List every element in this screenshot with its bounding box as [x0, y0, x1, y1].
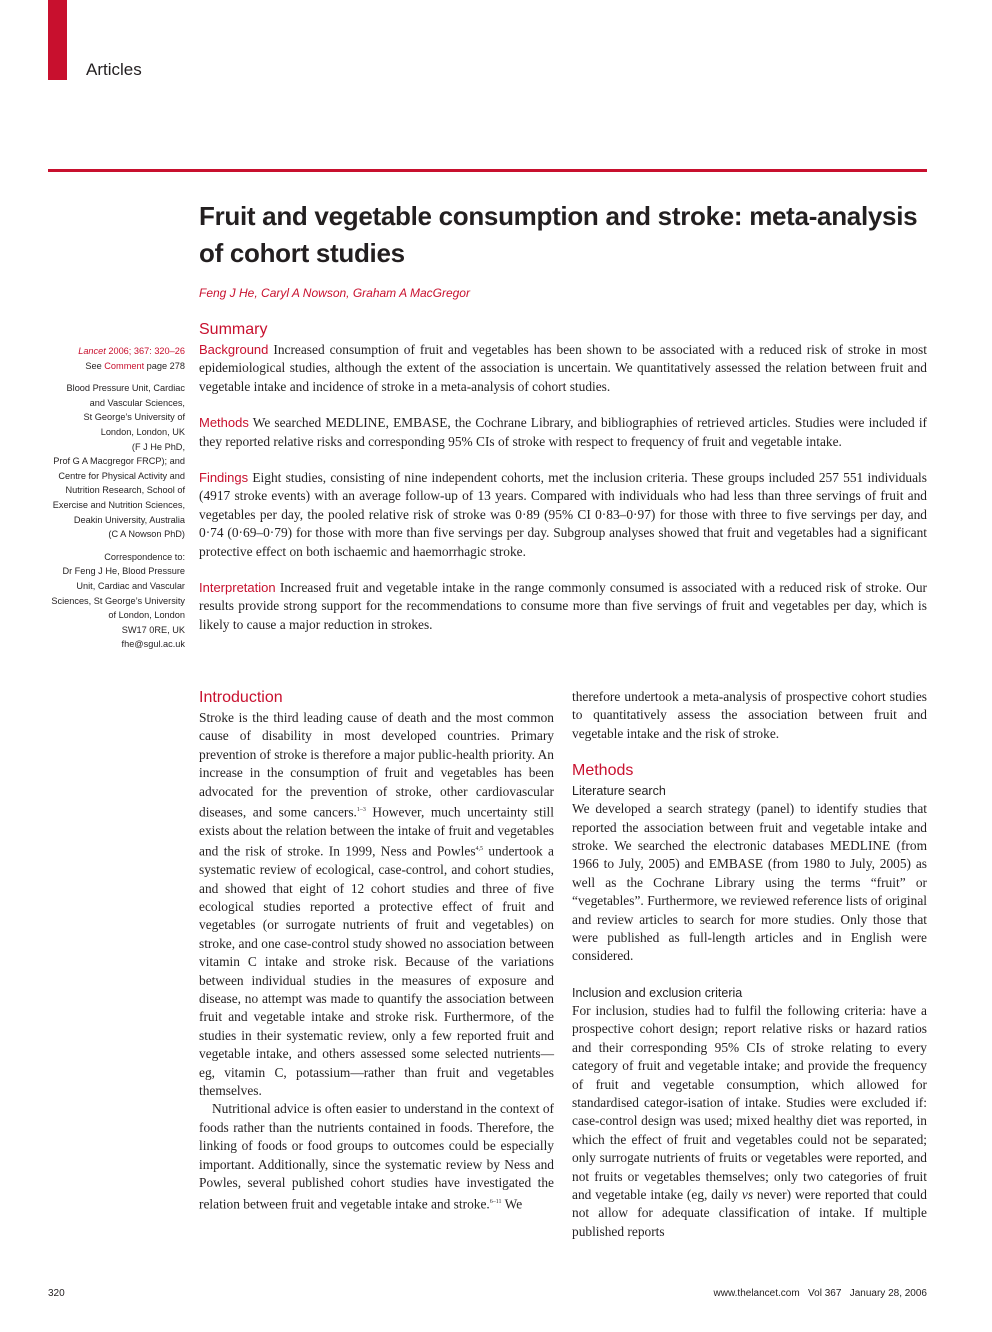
intro-text: Nutritional advice is often easier to understand in the context of foods rather than the nutrients contained in foods. Therefore, the linking of foods or food groups to outcomes could be especially important. Additionally, since the systematic review by Ness and Powles, several published cohort studies have investigated the relation between fruit and vegetable intake and stroke.	[199, 1101, 554, 1211]
intro-text: undertook a systematic review of ecological, case-control, and cohort studies, and showed that eight of 12 cohort studies and three of five ecological studies reported a protective effect of fruit and vegetables (or surrogate nutrients of fruit and vegetables) on stroke, and one case-control study showed no association between vitamin C intake and stroke risk. Because of the variations between individual studies in the measures of exposure and disease, no attempt was made to quantify the association between fruit and vegetable intake and stroke risk. Furthermore, of the studies in their systematic review, only a few reported fruit and vegetable intake, and others assessed some selected nutrients—eg, vitamin C, potassium—rather than fruit and vegetables themselves.	[199, 843, 554, 1099]
body-column-left	[199, 688, 554, 1213]
section-label: Articles	[86, 60, 142, 79]
correspondence-line: Sciences, St George’s University	[51, 595, 185, 606]
citation-journal: Lancet	[78, 346, 106, 356]
affiliation-line: and Vascular Sciences,	[89, 397, 185, 408]
intro-paragraph-1	[199, 709, 554, 1100]
section-color-bar	[48, 0, 67, 80]
correspondence-line: Correspondence to:	[104, 551, 185, 562]
comment-link[interactable]: Comment	[104, 360, 145, 371]
affiliation-line: Centre for Physical Activity and	[58, 470, 185, 481]
intro-text: Stroke is the third leading cause of death and the most common cause of disability in most developed countries. Primary prevention of stroke is therefore a major public-health priority. An increase in the consumption of fruit and vegetables has been advocated for the prevention of stroke, other cardiovascular diseases, and some cancers.	[199, 710, 554, 820]
summary-interpretation	[199, 579, 927, 634]
affiliation-line: London, London, UK	[100, 426, 185, 437]
see-comment	[40, 359, 185, 374]
summary	[199, 320, 927, 652]
page-number: 320	[48, 1288, 65, 1299]
sidebar	[40, 344, 185, 652]
affiliation-line: (F J He PhD,	[131, 441, 185, 452]
inclusion-criteria-heading: Inclusion and exclusion criteria	[572, 985, 743, 1000]
methods-label: Methods	[199, 415, 249, 431]
correspondence-line: Dr Feng J He, Blood Pressure	[62, 566, 185, 577]
interpretation-label: Interpretation	[199, 580, 276, 596]
reference-superscript: 1–3	[356, 807, 366, 814]
intro-text: However, much uncertainty still exists about the relation between the intake of fruit and vegetables and the risk of stroke. In 1999, Ness and Powles	[199, 804, 554, 859]
literature-search-paragraph: We developed a search strategy (panel) to identify studies that reported the association between fruit and vegetable intake and stroke. We searched the electronic databases MEDLINE (from 1966 to July, 2005) and EMBASE (from 1980 to July, 2005) as well as the Cochrane Library using the terms “fruit” or “vegetables”. Furthermore, we reviewed reference lists of original and review articles to search for more studies. Only those that were published as full-length articles and in English were considered.	[572, 801, 927, 964]
body-column-right	[572, 688, 927, 1241]
reference-superscript: 4,5	[475, 846, 484, 853]
summary-findings	[199, 469, 927, 561]
affiliation-line: Deakin University, Australia	[73, 514, 185, 525]
affiliation-line: St George’s University of	[83, 412, 185, 423]
introduction-heading: Introduction	[199, 689, 283, 706]
author-list: Feng J He, Caryl A Nowson, Graham A MacGregor	[199, 286, 470, 300]
citation-details: 2006; 367: 320–26	[105, 346, 185, 356]
intro-paragraph-2	[199, 1100, 554, 1213]
see-prefix: See	[85, 360, 105, 371]
findings-label: Findings	[199, 470, 249, 486]
interpretation-text: Increased fruit and vegetable intake in the range commonly consumed is associated with a reduced risk of stroke. Our results provide strong support for the recommendations to consume more than five servings of fruit and vegetables per day, which is likely to cause a major reduction in strokes.	[199, 580, 927, 632]
methods-text: We searched MEDLINE, EMBASE, the Cochrane Library, and bibliographies of retrieved articles. Studies were included if they reported relative risks and corresponding 95% CIs of stroke with respect to frequency of fruit and vegetable intake.	[199, 415, 927, 449]
correspondence-line: of London, London	[108, 610, 185, 621]
correspondence	[40, 550, 185, 652]
affiliations	[40, 381, 185, 542]
affiliation-line: Exercise and Nutrition Sciences,	[52, 499, 185, 510]
affiliation-line: Nutrition Research, School of	[65, 485, 185, 496]
summary-background	[199, 341, 927, 396]
inclusion-text: never) were reported that could not allow for adequate classification of intake. If multiple published reports	[572, 1186, 927, 1239]
citation	[40, 344, 185, 359]
inclusion-criteria-paragraph	[572, 1002, 927, 1241]
affiliation-line: Blood Pressure Unit, Cardiac	[66, 383, 185, 394]
intro-continuation: therefore undertook a meta-analysis of prospective cohort studies to quantitatively assess the association between fruit and vegetable intake and the risk of stroke.	[572, 689, 927, 741]
article-title: Fruit and vegetable consumption and stroke: meta-analysis of cohort studies	[199, 201, 918, 268]
background-text: Increased consumption of fruit and vegetables has been shown to be associated with a reduced risk of stroke in most epidemiological studies, although the extent of the association is uncertain. We quantitatively assessed the relation between fruit and vegetable intake and incidence of stroke in a meta-analysis of cohort studies.	[199, 342, 927, 394]
reference-superscript: 6–11	[489, 1198, 502, 1205]
inclusion-text-italic: vs	[741, 1186, 754, 1202]
header-rule	[48, 169, 927, 172]
affiliation-line: (C A Nowson PhD)	[108, 529, 185, 540]
summary-methods	[199, 414, 927, 451]
journal-footer: www.thelancet.com Vol 367 January 28, 2006	[713, 1288, 927, 1299]
intro-text: We	[501, 1195, 523, 1211]
email-link[interactable]: fhe@sgul.ac.uk	[121, 639, 185, 650]
findings-text: Eight studies, consisting of nine independent cohorts, met the inclusion criteria. These groups included 257 551 individuals (4917 stroke events) with an average follow-up of 13 years. Compared with individuals who had less than three servings of fruit and vegetables per day, the pooled relative risk of stroke was 0·89 (95% CI 0·83–0·97) for those with three to five servings per day, and 0·74 (0·69–0·79) for those with more than five servings per day. Subgroup analyses showed that fruit and vegetables had a significant protective effect on both ischaemic and haemorrhagic stroke.	[199, 470, 927, 559]
see-suffix: page 278	[144, 360, 185, 371]
summary-heading: Summary	[199, 321, 268, 338]
correspondence-line: SW17 0RE, UK	[121, 624, 185, 635]
background-label: Background	[199, 342, 269, 357]
correspondence-line: Unit, Cardiac and Vascular	[76, 580, 185, 591]
affiliation-line: Prof G A Macgregor FRCP); and	[53, 456, 185, 467]
methods-heading: Methods	[572, 762, 634, 780]
literature-search-heading: Literature search	[572, 784, 666, 799]
inclusion-text: For inclusion, studies had to fulfil the following criteria: have a prospective cohort design; report relative risks or hazard ratios and their corresponding 95% CIs of stroke relating to every category of fruit and vegetable intake; and provide the frequency of fruit and vegetable consumption, which allowed for standardised categor-isation of intake. Studies were excluded if: case-control design was used; mixed healthy diet was reported, in which the effect of fruit and vegetables could not be separated; only surrogate nutrients of fruits or vegetables were reported, and not fruits or vegetables themselves; only two categories of fruit and vegetable intake (eg, daily	[572, 1002, 927, 1202]
